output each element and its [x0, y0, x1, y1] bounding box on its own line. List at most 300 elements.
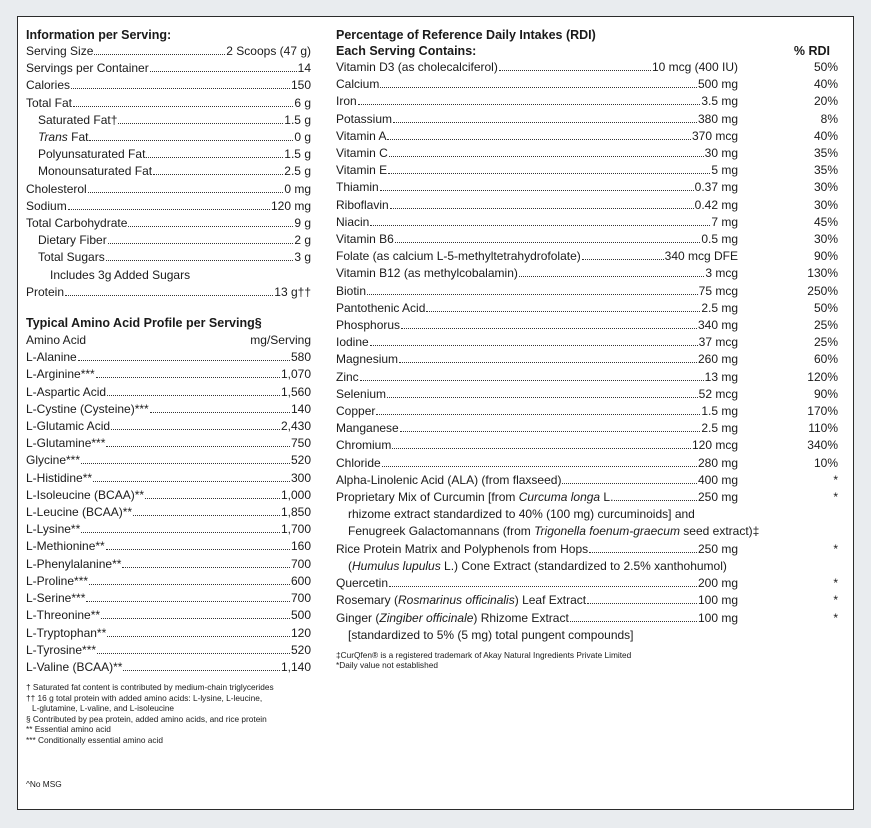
amino-value: 1,560	[280, 384, 311, 399]
amino-value: 1,000	[280, 487, 311, 502]
ginger-pct: *	[833, 610, 838, 625]
amino-value: 1,850	[280, 505, 311, 520]
amino-row	[26, 607, 311, 624]
rdi-value: 380 mg	[697, 111, 738, 126]
rdi-value: 500 mg	[697, 77, 738, 92]
rdi-pct: 25%	[813, 318, 838, 333]
rdi-subtitle: Each Serving Contains:	[336, 44, 477, 58]
nutrient-value: 120 mg	[270, 198, 311, 213]
rdi-row	[336, 403, 846, 420]
rdi-main	[336, 231, 738, 248]
serving-row	[26, 95, 311, 112]
serving-row	[26, 163, 311, 180]
amino-name: L-Aspartic Acid	[26, 384, 107, 399]
rdi-main	[336, 300, 738, 317]
leader-dots	[73, 106, 293, 107]
rdi-value: 3.5 mg	[701, 94, 738, 109]
rdi-name: Calcium	[336, 77, 380, 92]
rdi-main	[336, 93, 738, 110]
rdi-name: Zinc	[336, 369, 359, 384]
rdi-main	[336, 455, 738, 472]
serving-row	[26, 198, 311, 215]
rdi-pct: 35%	[813, 146, 838, 161]
rdi-main	[336, 334, 738, 351]
nutrient-name: Serving Size	[26, 44, 94, 58]
rdi-name: Copper	[336, 404, 376, 419]
leader-dots	[128, 226, 293, 227]
nutrient-name: Polyunsaturated Fat	[38, 147, 146, 162]
leader-dots	[86, 601, 290, 602]
rdi-row	[336, 128, 846, 145]
rdi-row	[336, 59, 846, 76]
leader-dots	[68, 209, 270, 210]
leader-dots	[426, 311, 700, 312]
rdi-pct: 35%	[813, 163, 838, 178]
amino-name: L-Tryptophan**	[26, 625, 107, 640]
nutrient-name-rest: Fat	[67, 130, 89, 145]
rdi-name: Folate (as calcium L-5-methyltetrahydrofolate)	[336, 249, 581, 264]
rdi-header	[336, 43, 846, 59]
rdi-name: Pantothenic Acid	[336, 300, 426, 315]
rdi-name: Manganese	[336, 421, 399, 436]
rdi-value: 13 mg	[704, 369, 738, 384]
leader-dots	[370, 225, 710, 226]
rdi-name: Vitamin A	[336, 128, 387, 143]
rdi-pct: 50%	[813, 60, 838, 74]
nutrient-name: Saturated Fat†	[38, 112, 118, 127]
leader-dots	[107, 395, 280, 396]
rice-value: 250 mg	[697, 541, 738, 556]
rdi-pct: 30%	[813, 232, 838, 247]
rdi-main	[336, 420, 738, 437]
rdi-value: 7 mg	[711, 214, 738, 229]
rdi-pct: 40%	[813, 128, 838, 143]
leader-dots	[519, 276, 704, 277]
rdi-name: Vitamin D3 (as cholecalciferol)	[336, 60, 498, 74]
right-footnotes	[336, 650, 846, 671]
leader-dots	[133, 515, 280, 516]
amino-name: Glycine***	[26, 453, 81, 468]
amino-value: 160	[290, 539, 311, 554]
amino-row	[26, 418, 311, 435]
rdi-value: 340 mg	[697, 318, 738, 333]
rdi-row	[336, 455, 846, 472]
rdi-pct: 10%	[813, 455, 838, 470]
pct-rdi-header: % RDI	[793, 44, 830, 58]
amino-name: L-Alanine	[26, 350, 77, 365]
nutrient-name: Calories	[26, 78, 71, 93]
leader-dots	[106, 260, 294, 261]
rdi-pct: 250%	[807, 283, 838, 298]
nutrient-name-italic: Trans	[38, 130, 68, 145]
rdi-main	[336, 111, 738, 128]
nutrient-value: 6 g	[294, 95, 311, 110]
leader-dots	[389, 586, 697, 587]
leader-dots	[380, 87, 697, 88]
rdi-main	[336, 386, 738, 403]
amino-name: L-Glutamic Acid	[26, 419, 111, 434]
leader-dots	[562, 483, 697, 484]
rdi-pct: 170%	[807, 404, 838, 419]
rdi-pct: 20%	[813, 94, 838, 109]
amino-value: 700	[290, 591, 311, 606]
rdi-name: Riboflavin	[336, 197, 389, 212]
rosemary-pct: *	[833, 593, 838, 608]
amino-value: 600	[290, 573, 311, 588]
rdi-name: Selenium	[336, 386, 387, 401]
amino-row	[26, 401, 311, 418]
rdi-pct: 50%	[813, 300, 838, 315]
amino-row	[26, 573, 311, 590]
rdi-row	[336, 386, 846, 403]
leader-dots	[360, 380, 704, 381]
amino-row	[26, 642, 311, 659]
leader-dots	[88, 192, 284, 193]
leader-dots	[94, 54, 225, 55]
rdi-value: 2.5 mg	[701, 421, 738, 436]
footnote: § Contributed by pea protein, added amino acids, and rice protein	[26, 713, 267, 724]
rdi-row	[336, 76, 846, 93]
rdi-value: 0.42 mg	[694, 197, 738, 212]
amino-value: 1,070	[280, 367, 311, 382]
rdi-main	[336, 145, 738, 162]
rdi-value: 340 mcg DFE	[664, 249, 738, 264]
rdi-row	[336, 420, 846, 437]
leader-dots	[376, 414, 700, 415]
leader-dots	[71, 88, 290, 89]
leader-dots	[382, 466, 697, 467]
leader-dots	[589, 552, 697, 553]
leader-dots	[65, 295, 273, 296]
amino-name: L-Threonine**	[26, 608, 101, 623]
leader-dots	[587, 603, 697, 604]
rdi-main	[336, 283, 738, 300]
rdi-row	[336, 197, 846, 214]
leader-dots	[93, 481, 290, 482]
rdi-value: 0.37 mg	[694, 180, 738, 195]
rdi-main	[336, 214, 738, 231]
rdi-main	[336, 369, 738, 386]
ginger-name: Ginger (Zingiber officinale) Rhizome Extract	[336, 610, 569, 625]
rdi-pct: 40%	[813, 77, 838, 92]
amino-value: 140	[290, 401, 311, 416]
leader-dots	[400, 431, 701, 432]
nutrient-value: 2 g	[294, 233, 311, 248]
rice-pct: *	[833, 541, 838, 556]
amino-row	[26, 366, 311, 383]
curcumin-name: Proprietary Mix of Curcumin [from Curcuma longa L.	[336, 490, 614, 505]
quercetin-value: 200 mg	[697, 576, 738, 591]
rdi-table	[336, 59, 846, 489]
leader-dots	[122, 567, 290, 568]
amino-row	[26, 487, 311, 504]
leader-dots	[150, 412, 290, 413]
leader-dots	[81, 532, 280, 533]
rdi-pct: 60%	[813, 352, 838, 367]
nutrient-name: Monounsaturated Fat	[38, 164, 153, 179]
rdi-value: 3 mcg	[705, 266, 738, 281]
ginger-line2: [standardized to 5% (5 mg) total pungent compounds]	[348, 627, 634, 642]
amino-name: L-Phenylalanine**	[26, 556, 122, 571]
amino-row	[26, 556, 311, 573]
amino-row	[26, 538, 311, 555]
nutrient-value: 1.5 g	[284, 147, 311, 162]
rdi-main	[336, 403, 738, 420]
nutrient-value: 0 mg	[284, 181, 311, 196]
rdi-main	[336, 76, 738, 93]
amino-name: L-Serine***	[26, 591, 86, 606]
leader-dots	[387, 139, 690, 140]
rdi-row	[336, 111, 846, 128]
rdi-row	[336, 317, 846, 334]
serving-row	[26, 249, 311, 266]
leader-dots	[389, 156, 704, 157]
leader-dots	[399, 362, 697, 363]
leader-dots	[395, 242, 701, 243]
rdi-value: 400 mg	[697, 472, 738, 487]
curcumin-value: 250 mg	[697, 490, 738, 505]
nutrient-name: Sodium	[26, 198, 67, 213]
leader-dots	[390, 208, 694, 209]
amino-row	[26, 659, 311, 676]
curcumin-line2: rhizome extract standardized to 40% (100 mg) curcuminoids] and	[348, 507, 695, 522]
footnote: *** Conditionally essential amino acid	[26, 734, 163, 745]
amino-value: 1,700	[280, 522, 311, 537]
footnote: ** Essential amino acid	[26, 724, 111, 735]
rdi-main	[336, 197, 738, 214]
serving-row	[26, 112, 311, 129]
rdi-row	[336, 369, 846, 386]
leader-dots	[146, 157, 283, 158]
leader-dots	[582, 259, 664, 260]
rdi-value: 37 mcg	[698, 335, 738, 350]
footnote: L-glutamine, L-valine, and L-isoleucine	[32, 703, 175, 714]
rdi-main	[336, 265, 738, 282]
rdi-value: 280 mg	[697, 455, 738, 470]
nutrient-name: Servings per Container	[26, 61, 149, 76]
nutrient-value: 1.5 g	[284, 112, 311, 127]
rdi-value: 10 mcg (400 IU)	[651, 60, 738, 74]
rdi-pct: 340%	[807, 438, 838, 453]
rdi-row	[336, 162, 846, 179]
amino-row	[26, 625, 311, 642]
rdi-pct: 90%	[813, 249, 838, 264]
amino-value: 700	[290, 556, 311, 571]
amino-row	[26, 590, 311, 607]
leader-dots	[401, 328, 697, 329]
rdi-value: 52 mcg	[698, 386, 738, 401]
serving-row	[26, 43, 311, 60]
amino-name: L-Isoleucine (BCAA)**	[26, 487, 145, 502]
leader-dots	[570, 621, 697, 622]
rdi-name: Chloride	[336, 455, 381, 470]
rdi-pct: 45%	[813, 214, 838, 229]
nutrient-value: 14	[297, 61, 311, 76]
leader-dots	[370, 345, 698, 346]
amino-table	[26, 349, 311, 676]
amino-title: Typical Amino Acid Profile per Serving§	[26, 316, 262, 331]
footnote: *Daily value not established	[336, 660, 438, 671]
rdi-main	[336, 317, 738, 334]
leader-dots	[106, 549, 290, 550]
rdi-pct: 30%	[813, 180, 838, 195]
rice-name: Rice Protein Matrix and Polyphenols from Hops	[336, 541, 589, 556]
rdi-main	[336, 162, 738, 179]
protein-row	[26, 284, 311, 301]
serving-table	[26, 43, 311, 267]
amino-row	[26, 504, 311, 521]
serving-row	[26, 181, 311, 198]
leader-dots	[153, 174, 283, 175]
rdi-value: 120 mcg	[691, 438, 738, 453]
serving-row	[26, 215, 311, 232]
rdi-name: Niacin	[336, 214, 370, 229]
serving-row	[26, 60, 311, 77]
rdi-row	[336, 93, 846, 110]
rdi-main	[336, 437, 738, 454]
amino-name: L-Glutamine***	[26, 436, 106, 451]
amino-name: L-Leucine (BCAA)**	[26, 505, 133, 520]
leader-dots	[123, 670, 279, 671]
rosemary-value: 100 mg	[697, 593, 738, 608]
rdi-row	[336, 300, 846, 317]
amino-row	[26, 470, 311, 487]
leader-dots	[78, 360, 290, 361]
amino-row	[26, 435, 311, 452]
ginger-row	[336, 610, 846, 627]
added-sugars: Includes 3g Added Sugars	[50, 267, 191, 282]
rosemary-row	[336, 592, 846, 609]
serving-row	[26, 146, 311, 163]
rdi-pct: *	[833, 472, 838, 487]
nutrient-name	[38, 129, 88, 146]
amino-value: 500	[290, 608, 311, 623]
leader-dots	[96, 377, 280, 378]
right-column	[336, 27, 846, 671]
serving-row	[26, 77, 311, 94]
leader-dots	[392, 448, 691, 449]
leader-dots	[107, 636, 290, 637]
quercetin-row	[336, 575, 846, 592]
rdi-row	[336, 283, 846, 300]
left-footnotes	[26, 682, 311, 745]
rdi-value: 75 mcg	[698, 283, 738, 298]
nutrient-name: Cholesterol	[26, 181, 87, 196]
quercetin-name: Quercetin	[336, 576, 389, 591]
rdi-row	[336, 248, 846, 265]
amino-col-name: Amino Acid	[26, 333, 87, 348]
nutrient-value: 0 g	[294, 130, 311, 145]
rdi-row	[336, 472, 846, 489]
amino-row	[26, 452, 311, 469]
nutrient-name: Dietary Fiber	[38, 233, 107, 248]
rdi-main	[336, 179, 738, 196]
nutrient-value: 9 g	[294, 216, 311, 231]
rdi-main	[336, 59, 738, 76]
amino-name: L-Histidine**	[26, 470, 93, 485]
amino-name: L-Cystine (Cysteine)***	[26, 401, 149, 416]
leader-dots	[89, 140, 293, 141]
leader-dots	[101, 618, 290, 619]
rdi-row	[336, 265, 846, 282]
nutrient-value: 2 Scoops (47 g)	[226, 44, 311, 58]
rdi-name: Biotin	[336, 283, 367, 298]
quercetin-pct: *	[833, 576, 838, 591]
rdi-value: 2.5 mg	[701, 300, 738, 315]
left-column	[26, 27, 311, 790]
rdi-name: Chromium	[336, 438, 392, 453]
rdi-pct: 90%	[813, 386, 838, 401]
amino-row	[26, 521, 311, 538]
rdi-row	[336, 179, 846, 196]
footnote: ‡CurQfen® is a registered trademark of Akay Natural Ingredients Private Limited	[336, 649, 632, 660]
leader-dots	[106, 446, 290, 447]
curcumin-pct: *	[833, 490, 838, 505]
rdi-main	[336, 128, 738, 145]
rdi-name: Vitamin B12 (as methylcobalamin)	[336, 266, 518, 281]
rdi-row	[336, 351, 846, 368]
no-msg-note: ^No MSG	[26, 779, 62, 790]
amino-name: L-Valine (BCAA)**	[26, 659, 123, 674]
amino-name: L-Methionine**	[26, 539, 105, 554]
leader-dots	[614, 500, 697, 501]
rdi-name: Iodine	[336, 335, 369, 350]
rdi-main	[336, 351, 738, 368]
rdi-name: Vitamin B6	[336, 232, 394, 247]
amino-value: 750	[290, 436, 311, 451]
curcumin-row	[336, 489, 846, 506]
leader-dots	[150, 71, 297, 72]
rdi-name: Alpha-Linolenic Acid (ALA) (from flaxseed)	[336, 472, 562, 487]
rdi-value: 30 mg	[704, 146, 738, 161]
nutrient-name: Total Sugars	[38, 250, 105, 265]
leader-dots	[118, 123, 283, 124]
rosemary-name: Rosemary (Rosmarinus officinalis) Leaf Extract	[336, 593, 587, 608]
amino-value: 520	[290, 453, 311, 468]
rdi-name: Vitamin C	[336, 146, 388, 161]
amino-name: L-Proline***	[26, 573, 89, 588]
rdi-name: Phosphorus	[336, 318, 401, 333]
amino-name: L-Lysine**	[26, 522, 81, 537]
rdi-main	[336, 248, 738, 265]
serving-row	[26, 232, 311, 249]
rdi-value: 1.5 mg	[701, 404, 738, 419]
rdi-row	[336, 334, 846, 351]
rdi-value: 5 mg	[711, 163, 738, 178]
rdi-value: 370 mcg	[691, 128, 738, 143]
footnote: †† 16 g total protein with added amino acids: L-lysine, L-leucine,	[26, 692, 263, 703]
amino-value: 520	[290, 642, 311, 657]
curcumin-line3: Fenugreek Galactomannans (from Trigonella foenum-graecum seed extract)‡	[348, 524, 760, 539]
protein-name: Protein	[26, 284, 65, 299]
protein-value: 13 g††	[274, 284, 311, 299]
footnote: † Saturated fat content is contributed by medium-chain triglycerides	[26, 682, 274, 693]
leader-dots	[108, 243, 294, 244]
leader-dots	[499, 70, 651, 71]
rdi-name: Vitamin E	[336, 163, 388, 178]
rdi-name: Thiamin	[336, 180, 379, 195]
amino-value: 2,430	[280, 419, 311, 434]
rdi-row	[336, 214, 846, 231]
amino-row	[26, 349, 311, 366]
ginger-value: 100 mg	[697, 610, 738, 625]
leader-dots	[388, 173, 710, 174]
leader-dots	[358, 104, 701, 105]
leader-dots	[89, 584, 290, 585]
rdi-name: Iron	[336, 94, 357, 109]
rice-line2: (Humulus lupulus L.) Cone Extract (standardized to 2.5% xanthohumol)	[348, 558, 727, 573]
leader-dots	[145, 498, 280, 499]
